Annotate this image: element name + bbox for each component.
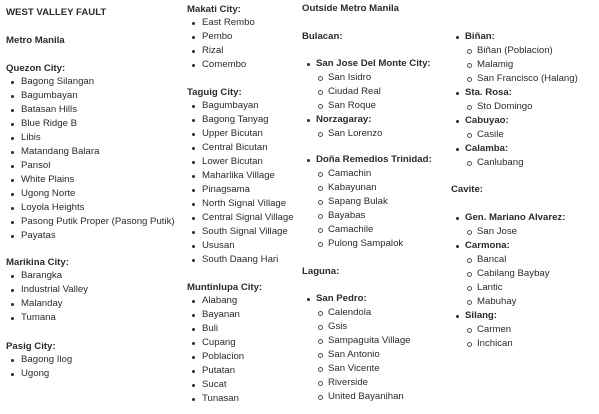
list-item: Cupang (187, 336, 244, 350)
list-item: Pasong Putik Proper (Pasong Putik) (6, 215, 175, 229)
city-heading-muntinlupa: Muntinlupa City: (187, 282, 263, 293)
makati-list (187, 16, 255, 72)
province-heading-laguna: Laguna: (302, 266, 340, 277)
list-item: Inchican (451, 337, 565, 351)
quezon-list (6, 75, 175, 243)
list-item: San Jose (451, 225, 565, 239)
list-item: East Rembo (187, 16, 255, 30)
list-item: Sapang Bulak (302, 195, 432, 209)
list-item: Bayabas (302, 209, 432, 223)
city-heading-sta-rosa: Sta. Rosa: (451, 86, 578, 100)
list-item: Bancal (451, 253, 565, 267)
list-item: Central Signal Village (187, 211, 294, 225)
city-heading-drt: Doña Remedios Trinidad: (302, 153, 432, 167)
list-item: Buli (187, 322, 244, 336)
list-item: Sto Domingo (451, 100, 578, 114)
page-title: WEST VALLEY FAULT (6, 7, 107, 18)
list-item: Calendola (302, 306, 411, 320)
list-item: Tumana (6, 311, 88, 325)
list-item: Riverside (302, 376, 411, 390)
list-item: Bagumbayan (187, 99, 294, 113)
list-item: Libis (6, 131, 175, 145)
city-heading-binan: Biñan: (451, 30, 578, 44)
list-item: Bagong Silangan (6, 75, 175, 89)
province-heading-bulacan: Bulacan: (302, 31, 343, 42)
list-item: San Antonio (302, 348, 411, 362)
list-item: Camachin (302, 167, 432, 181)
section-metro-manila: Metro Manila (6, 35, 65, 46)
pasig-list (6, 353, 72, 381)
list-item: Pembo (187, 30, 255, 44)
cavite-list (451, 211, 565, 351)
list-item: Carmen (451, 323, 565, 337)
city-heading-cabuyao: Cabuyao: (451, 114, 578, 128)
list-item: Comembo (187, 58, 255, 72)
list-item: Maharlika Village (187, 169, 294, 183)
city-heading-sjdm: San Jose Del Monte City: (302, 57, 431, 71)
province-heading-cavite: Cavite: (451, 184, 483, 195)
city-heading-taguig: Taguig City: (187, 87, 242, 98)
list-item: Mabuhay (451, 295, 565, 309)
list-item: San Roque (302, 99, 431, 113)
list-item: North Signal Village (187, 197, 294, 211)
list-item: Ususan (187, 239, 294, 253)
list-item: Sampaguita Village (302, 334, 411, 348)
list-item: Lower Bicutan (187, 155, 294, 169)
list-item: Camachile (302, 223, 432, 237)
list-item: Lantic (451, 281, 565, 295)
city-heading-marikina: Marikina City: (6, 257, 69, 268)
list-item: Biñan (Poblacion) (451, 44, 578, 58)
list-item: Malanday (6, 297, 88, 311)
list-item: Industrial Valley (6, 283, 88, 297)
city-heading-gma: Gen. Mariano Alvarez: (451, 211, 565, 225)
list-item: United Bayanihan (302, 390, 411, 404)
list-item: South Signal Village (187, 225, 294, 239)
list-item: Alabang (187, 294, 244, 308)
list-item: Ciudad Real (302, 85, 431, 99)
list-item: Upper Bicutan (187, 127, 294, 141)
list-item: Canlubang (451, 156, 578, 170)
city-heading-norzagaray: Norzagaray: (302, 113, 431, 127)
muntinlupa-list (187, 294, 244, 406)
section-outside-metro-manila: Outside Metro Manila (302, 3, 400, 14)
drt-list (302, 153, 432, 251)
list-item: Ugong Norte (6, 187, 175, 201)
list-item: Pansol (6, 159, 175, 173)
list-item: Bagong Ilog (6, 353, 72, 367)
list-item: Bayanan (187, 308, 244, 322)
laguna-cities-list (451, 30, 578, 170)
list-item: Payatas (6, 229, 175, 243)
list-item: Batasan Hills (6, 103, 175, 117)
list-item: San Isidro (302, 71, 431, 85)
list-item: Blue Ridge B (6, 117, 175, 131)
list-item: Tunasan (187, 392, 244, 406)
list-item: Rizal (187, 44, 255, 58)
list-item: Central Bicutan (187, 141, 294, 155)
bulacan-list (302, 57, 431, 141)
list-item: Malamig (451, 58, 578, 72)
city-heading-silang: Silang: (451, 309, 565, 323)
list-item: Gsis (302, 320, 411, 334)
city-heading-quezon: Quezon City: (6, 63, 66, 74)
city-heading-carmona: Carmona: (451, 239, 565, 253)
list-item: San Vicente (302, 362, 411, 376)
list-item: Ugong (6, 367, 72, 381)
city-heading-pasig: Pasig City: (6, 341, 56, 352)
list-item: Pinagsama (187, 183, 294, 197)
list-item: Pulong Sampalok (302, 237, 432, 251)
city-heading-calamba: Calamba: (451, 142, 578, 156)
list-item: Kabayunan (302, 181, 432, 195)
list-item: Loyola Heights (6, 201, 175, 215)
list-item: Putatan (187, 364, 244, 378)
city-heading-san-pedro: San Pedro: (302, 292, 411, 306)
list-item: Bagong Tanyag (187, 113, 294, 127)
list-item: Cabilang Baybay (451, 267, 565, 281)
list-item: San Lorenzo (302, 127, 431, 141)
list-item: San Francisco (Halang) (451, 72, 578, 86)
list-item: Bagumbayan (6, 89, 175, 103)
list-item: Casile (451, 128, 578, 142)
list-item: Poblacion (187, 350, 244, 364)
list-item: White Plains (6, 173, 175, 187)
list-item: South Daang Hari (187, 253, 294, 267)
list-item: Sucat (187, 378, 244, 392)
marikina-list (6, 269, 88, 325)
list-item: Matandang Balara (6, 145, 175, 159)
city-heading-makati: Makati City: (187, 4, 241, 15)
taguig-list (187, 99, 294, 267)
list-item: Barangka (6, 269, 88, 283)
sanpedro-list (302, 292, 411, 404)
